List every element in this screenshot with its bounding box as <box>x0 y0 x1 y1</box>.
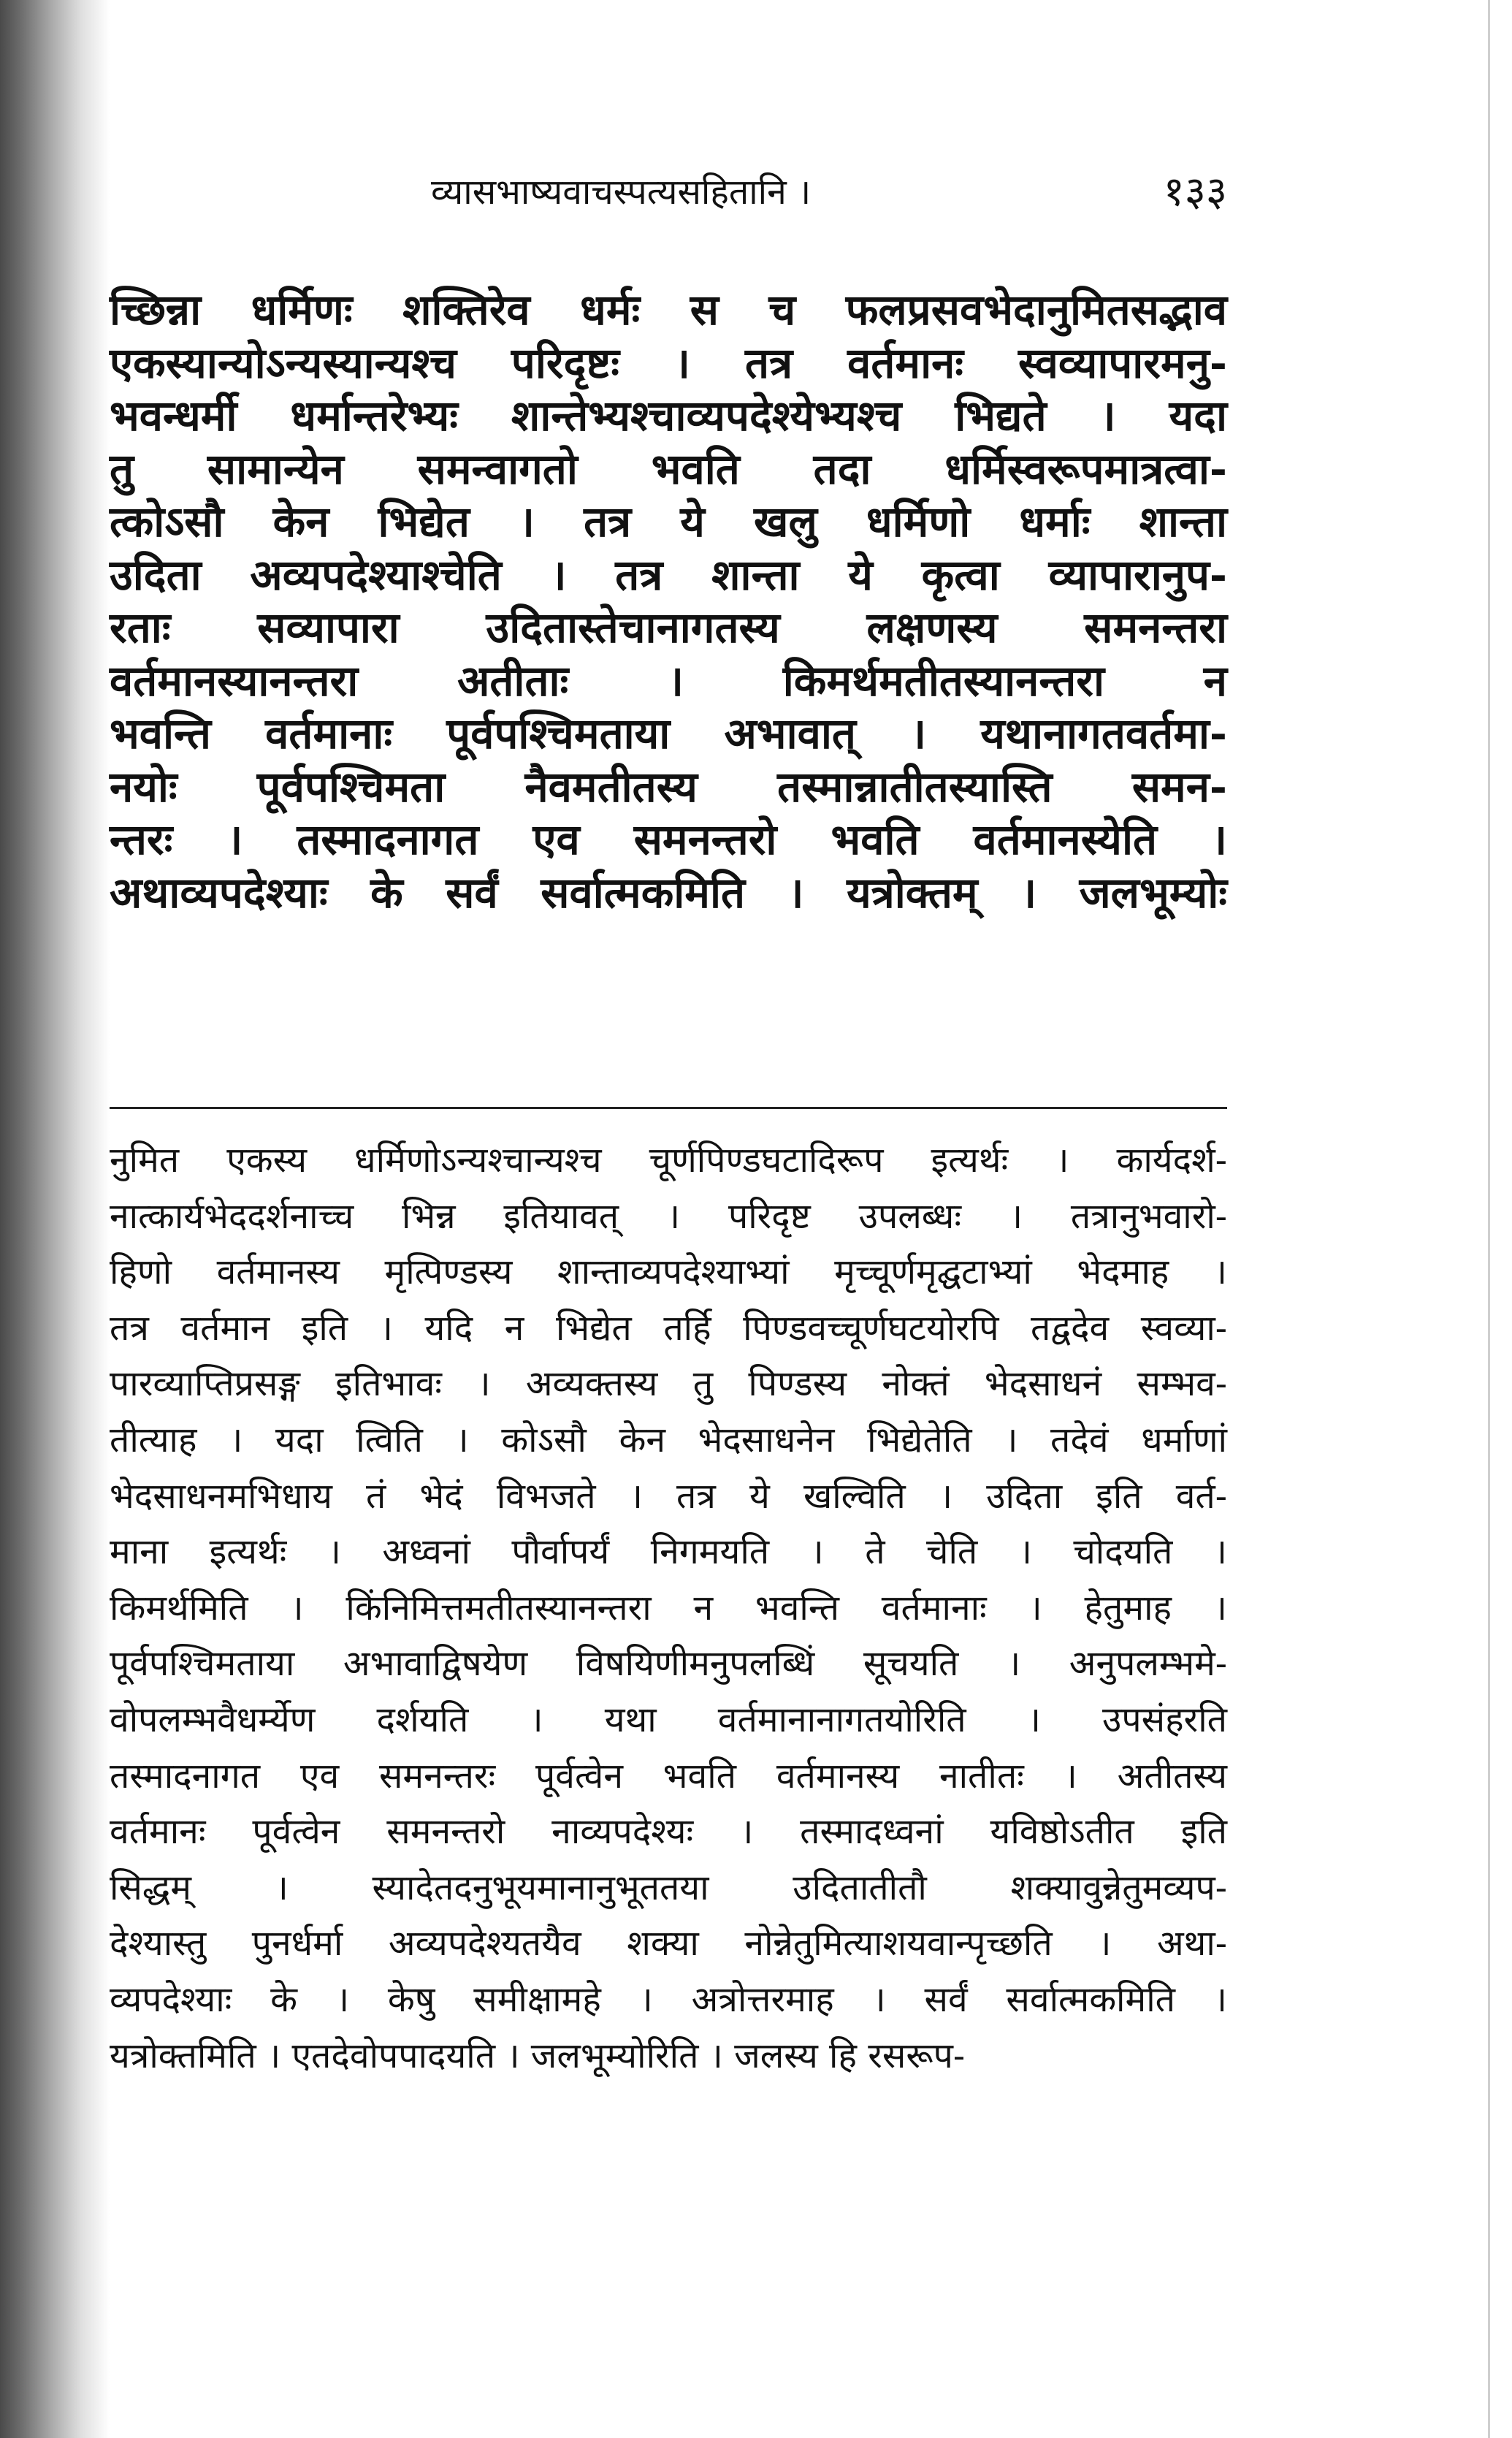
page-number: १३३ <box>1163 168 1227 216</box>
bhashya-line: वर्तमानस्यानन्तरा अतीताः । किमर्थमतीतस्यानन्तरा न <box>110 655 1227 706</box>
scan-fold-line <box>1488 0 1490 2438</box>
commentary-line: देश्यास्तु पुनर्धर्मा अव्यपदेश्यतयैव शक्या नोन्नेतुमित्याशयवान्पृच्छति । अथा- <box>110 1923 1227 1965</box>
bhashya-line: अथाव्यपदेश्याः के सर्वं सर्वात्मकमिति । यत्रोक्तम् । जलभूम्योः <box>110 867 1227 918</box>
bhashya-line: नयोः पूर्वपश्चिमता नैवमतीतस्य तस्मान्नातीतस्यास्ति समन- <box>110 761 1227 812</box>
bhashya-text-block <box>110 283 1227 919</box>
bhashya-line: उदिता अव्यपदेश्याश्चेति । तत्र शान्ता ये कृत्वा व्यापारानुप- <box>110 549 1227 600</box>
bhashya-line: न्तरः । तस्मादनागत एव समनन्तरो भवति वर्तमानस्येति । <box>110 815 1227 864</box>
section-divider <box>110 1107 1227 1109</box>
commentary-line: नुमित एकस्य धर्मिणोऽन्यश्चान्यश्च चूर्णपिण्डघटादिरूप इत्यर्थः । कार्यदर्श- <box>110 1140 1227 1181</box>
commentary-line: तत्र वर्तमान इति । यदि न भिद्येत तर्हि पिण्डवच्चूर्णघटयोरपि तद्वदेव स्वव्या- <box>110 1307 1227 1349</box>
commentary-line: नात्कार्यभेददर्शनाच्च भिन्न इतियावत् । परिदृष्ट उपलब्धः । तत्रानुभवारो- <box>110 1195 1227 1237</box>
running-head: व्यासभाष्यवाचस्पत्यसहितानि । <box>431 172 812 213</box>
commentary-line: पारव्याप्तिप्रसङ्ग इतिभावः । अव्यक्तस्य तु पिण्डस्य नोक्तं भेदसाधनं सम्भव- <box>110 1363 1227 1405</box>
commentary-line: तीत्याह । यदा त्विति । कोऽसौ केन भेदसाधनेन भिद्येतेति । तदेवं धर्माणां <box>110 1419 1227 1460</box>
commentary-line: पूर्वपश्चिमताया अभावाद्विषयेण विषयिणीमनुपलब्धिं सूचयति । अनुपलम्भमे- <box>110 1643 1227 1685</box>
commentary-line: हिणो वर्तमानस्य मृत्पिण्डस्य शान्ताव्यपदेश्याभ्यां मृच्चूर्णमृद्घटाभ्यां भेदमाह । <box>110 1252 1227 1293</box>
bhashya-line: भवन्धर्मी धर्मान्तरेभ्यः शान्तेभ्यश्चाव्यपदेश्येभ्यश्च भिद्यते । यदा <box>110 391 1227 441</box>
bhashya-line: एकस्यान्योऽन्यस्यान्यश्च परिदृष्टः । तत्र वर्तमानः स्वव्यापारमनु- <box>110 338 1227 388</box>
scan-shadow-edge <box>0 0 110 2438</box>
bhashya-line: च्छिन्ना धर्मिणः शक्तिरेव धर्मः स च फलप्रसवभेदानुमितसद्भाव <box>110 285 1227 335</box>
commentary-line: भेदसाधनमभिधाय तं भेदं विभजते । तत्र ये खल्विति । उदिता इति वर्त- <box>110 1475 1227 1517</box>
commentary-line: किमर्थमिति । किंनिमित्तमतीतस्यानन्तरा न भवन्ति वर्तमानाः । हेतुमाह । <box>110 1587 1227 1628</box>
commentary-line: माना इत्यर्थः । अध्वनां पौर्वापर्यं निगमयति । ते चेति । चोदयति । <box>110 1531 1227 1573</box>
bhashya-line: त्कोऽसौ केन भिद्येत । तत्र ये खलु धर्मिणो धर्माः शान्ता <box>110 497 1227 546</box>
commentary-line: वर्तमानः पूर्वत्वेन समनन्तरो नाव्यपदेश्यः । तस्मादध्वनां यविष्ठोऽतीत इति <box>110 1811 1227 1853</box>
commentary-line: तस्मादनागत एव समनन्तरः पूर्वत्वेन भवति वर्तमानस्य नातीतः । अतीतस्य <box>110 1755 1227 1797</box>
bhashya-line: रताः सव्यापारा उदितास्तेचानागतस्य लक्षणस्य समनन्तरा <box>110 603 1227 652</box>
commentary-line: यत्रोक्तमिति । एतदेवोपपादयति । जलभूम्योरिति । जलस्य हि रसरूप- <box>110 2035 966 2076</box>
bhashya-line: तु सामान्येन समन्वागतो भवति तदा धर्मिस्वरूपमात्रत्वा- <box>110 443 1227 494</box>
commentary-line: वोपलम्भवैधर्म्येण दर्शयति । यथा वर्तमानानागतयोरिति । उपसंहरति <box>110 1699 1227 1740</box>
commentary-line: व्यपदेश्याः के । केषु समीक्षामहे । अत्रोत्तरमाह । सर्वं सर्वात्मकमिति । <box>110 1978 1227 2020</box>
commentary-text-block <box>110 1132 1227 2084</box>
bhashya-line: भवन्ति वर्तमानाः पूर्वपश्चिमताया अभावात् । यथानागतवर्तमा- <box>110 709 1227 758</box>
commentary-line: सिद्धम् । स्यादेतदनुभूयमानानुभूततया उदितातीतौ शक्यावुन्नेतुमव्यप- <box>110 1867 1227 1908</box>
page-header <box>110 167 1227 218</box>
